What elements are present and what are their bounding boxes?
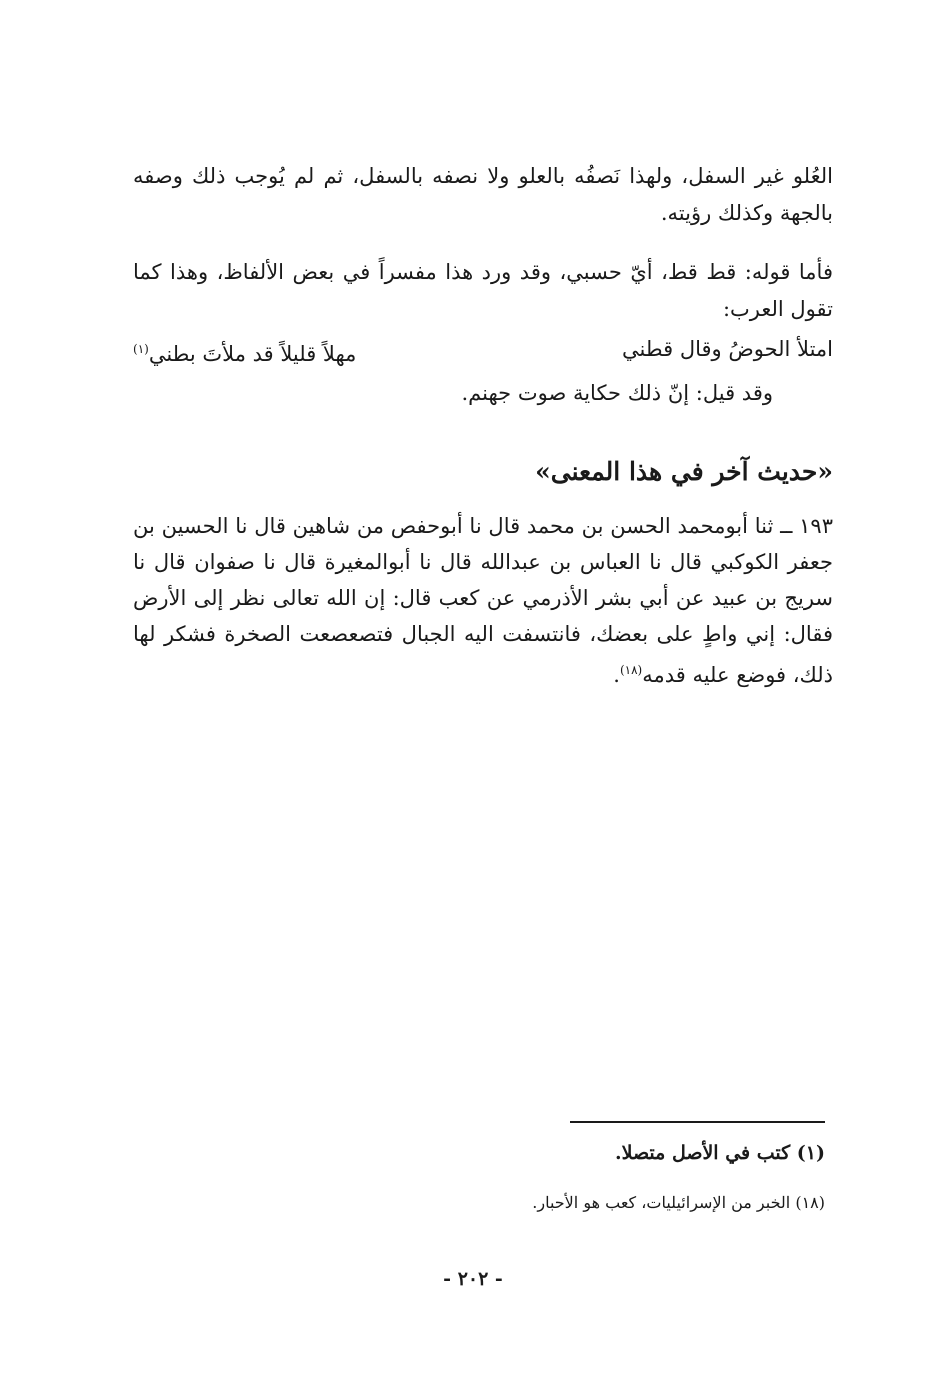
body-paragraph-3 [133,375,773,412]
poetry-verse [133,333,833,370]
footnote-1: (١) كتب في الأصل متصلا. [615,1142,825,1164]
body-paragraph-1-text: العُلو غير السفل، ولهذا نَصفُه بالعلو ولا نصفه بالسفل، ثم لم يُوجب ذلك وصفه بالجهة وكذلك رؤيته. [133,164,833,225]
hadith-text: ١٩٣ ــ ثنا أبومحمد الحسن بن محمد قال نا أبوحفص من شاهين قال نا الحسين بن جعفر الكوكبي قال نا العباس بن عبدالله قال نا أبوالمغيرة قال نا صفوان قال نا سريج بن عبيد عن أبي بشر الأذرمي عن كعب قال: إن الله تعالى نظر إلى الأرض فقال: إني واطٍ على بعضك، فانتسفت اليه الجبال فتصعصعت الصخرة فشكر لها ذلك، فوضع عليه قدمه [133,514,833,687]
verse-footnote-marker: (١) [133,342,149,356]
hadith-paragraph [133,508,833,693]
page-number: - ٢٠٢ - [443,1268,503,1290]
body-paragraph-3-text: وقد قيل: إنّ ذلك حكاية صوت جهنم. [461,381,773,405]
hadith-end-mark: . [613,663,620,687]
footnote-divider [570,1121,825,1123]
section-heading: «حديث آخر في هذا المعنى» [535,457,833,486]
hadith-footnote-marker: (١٨) [619,663,643,677]
verse-first-hemistich: امتلأ الحوضُ وقال قطني [622,337,833,361]
verse-second-hemistich-text: مهلاً قليلاً قد ملأتَ بطني [148,342,357,366]
verse-second-hemistich [133,333,356,370]
footnote-18: (١٨) الخبر من الإسرائيليات، كعب هو الأحبار. [532,1193,825,1212]
body-paragraph-2 [133,254,833,328]
body-paragraph-1 [133,158,833,232]
body-paragraph-2-text: فأما قوله: قط قط، أيّ حسبي، وقد ورد هذا مفسراً في بعض الألفاظ، وهذا كما تقول العرب: [133,260,833,321]
